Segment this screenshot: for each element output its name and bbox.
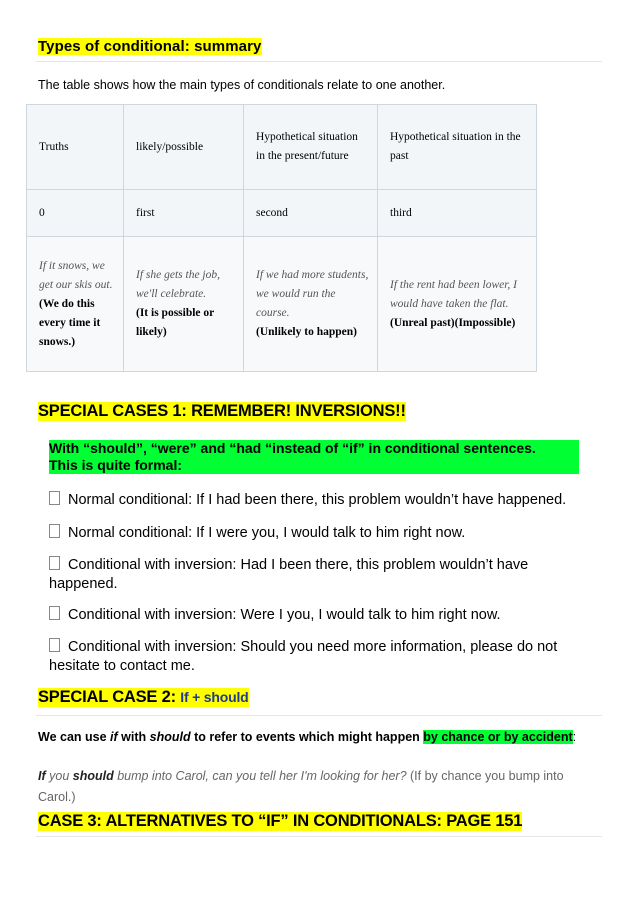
bullet-box-icon bbox=[49, 638, 60, 652]
special-case-2-subtitle: If + should bbox=[180, 689, 249, 705]
bullet-box-icon bbox=[49, 491, 60, 505]
desc-highlight: by chance or by accident bbox=[423, 730, 573, 744]
header-cell bbox=[244, 105, 378, 190]
section-title-conditional-summary: Types of conditional: summary bbox=[38, 38, 262, 55]
special-cases-1-title: SPECIAL CASES 1: REMEMBER! INVERSIONS!! bbox=[38, 402, 406, 420]
table-row bbox=[27, 190, 537, 237]
inversion-intro-line1: With “should”, “were” and “had “instead of “if” in conditional sentences. bbox=[49, 440, 536, 456]
desc-text: We can use bbox=[38, 730, 111, 744]
conditionals-table bbox=[26, 104, 537, 372]
header-text: Hypothetical situation in the past bbox=[390, 131, 521, 162]
header-text: Hypothetical situation in the present/future bbox=[256, 131, 358, 162]
bullet-label: Conditional with inversion: bbox=[68, 557, 237, 573]
bullet-box-icon bbox=[49, 556, 60, 570]
table-cell bbox=[124, 237, 244, 372]
if-should-example bbox=[38, 766, 598, 808]
bullet-label: Conditional with inversion: bbox=[68, 607, 237, 623]
example-note: (It is possible or likely) bbox=[136, 307, 215, 338]
table-cell bbox=[378, 237, 537, 372]
example-should: should bbox=[72, 769, 114, 783]
desc-text: with bbox=[117, 730, 150, 744]
divider bbox=[36, 836, 602, 837]
example-gloss: (If by chance you bump into Carol.) bbox=[38, 769, 564, 804]
example-text: bump into Carol, can you tell her I'm looking for her? bbox=[113, 769, 407, 783]
list-item bbox=[49, 556, 569, 594]
divider bbox=[36, 61, 602, 62]
desc-if: if bbox=[110, 730, 118, 744]
table-cell bbox=[244, 237, 378, 372]
list-item bbox=[49, 524, 609, 543]
desc-text: to refer to events which might happen bbox=[190, 730, 424, 744]
example-text: you bbox=[45, 769, 73, 783]
list-item bbox=[49, 491, 609, 510]
if-should-description bbox=[38, 730, 576, 744]
list-item bbox=[49, 606, 609, 625]
header-cell: likely/possible bbox=[124, 105, 244, 190]
header-cell: Truths bbox=[27, 105, 124, 190]
special-case-2-title bbox=[38, 688, 249, 707]
example-if: If bbox=[38, 769, 46, 783]
example-note: (Unreal past)(Impossible) bbox=[390, 316, 516, 329]
divider bbox=[36, 715, 602, 716]
example-note: (Unlikely to happen) bbox=[256, 326, 357, 338]
example-sentence: If we had more students, we would run the course. bbox=[256, 269, 369, 319]
table-header-row bbox=[27, 105, 537, 190]
header-cell bbox=[378, 105, 537, 190]
bullet-text: Should you need more information, please do not hesitate to contact me. bbox=[49, 639, 558, 674]
table-cell: third bbox=[378, 190, 537, 237]
table-cell bbox=[27, 237, 124, 372]
bullet-text: Had I been there, this problem wouldn’t have happened. bbox=[49, 557, 529, 592]
bullet-text: If I had been there, this problem wouldn’t have happened. bbox=[196, 492, 567, 508]
intro-text: The table shows how the main types of conditionals relate to one another. bbox=[38, 78, 446, 92]
bullet-box-icon bbox=[49, 606, 60, 620]
bullet-text: If I were you, I would talk to him right now. bbox=[196, 525, 466, 541]
table-row bbox=[27, 237, 537, 372]
example-note: (We do this every time it snows.) bbox=[39, 297, 101, 348]
inversion-intro-line2: This is quite formal: bbox=[49, 457, 183, 473]
example-sentence: If the rent had been lower, I would have taken the flat. bbox=[390, 278, 518, 310]
bullet-text: Were I you, I would talk to him right now. bbox=[240, 607, 501, 623]
inversion-intro bbox=[49, 440, 579, 474]
case-3-title: CASE 3: ALTERNATIVES TO “IF” IN CONDITIONALS: PAGE 151 bbox=[38, 812, 523, 830]
list-item bbox=[49, 638, 589, 676]
bullet-box-icon bbox=[49, 524, 60, 538]
table-cell: first bbox=[124, 190, 244, 237]
example-sentence: If she gets the job, we'll celebrate. bbox=[136, 269, 220, 300]
table-cell: 0 bbox=[27, 190, 124, 237]
bullet-label: Normal conditional: bbox=[68, 525, 193, 541]
example-sentence: If it snows, we get our skis out. bbox=[39, 259, 113, 291]
desc-text: : bbox=[572, 730, 577, 744]
table-cell: second bbox=[244, 190, 378, 237]
desc-should: should bbox=[149, 730, 191, 744]
bullet-label: Conditional with inversion: bbox=[68, 639, 237, 655]
special-case-2-heading: SPECIAL CASE 2: bbox=[38, 688, 176, 706]
bullet-label: Normal conditional: bbox=[68, 492, 193, 508]
